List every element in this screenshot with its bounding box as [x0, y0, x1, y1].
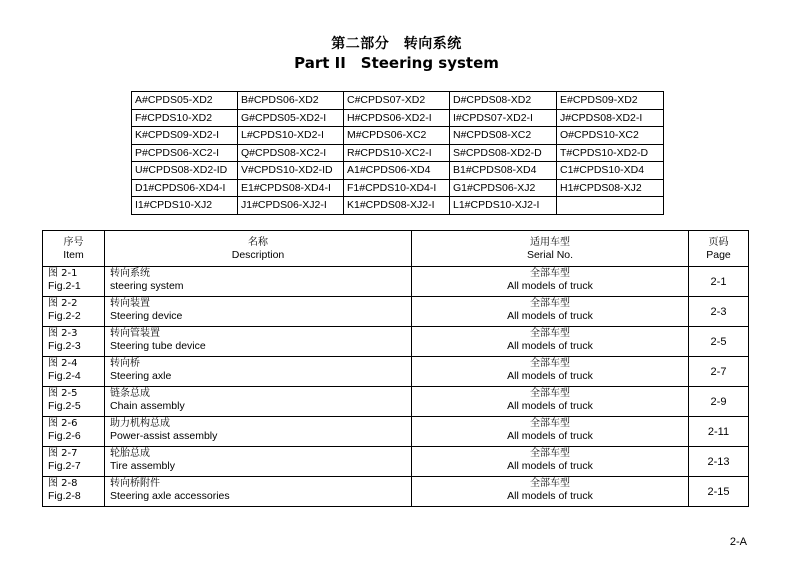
row-item: [43, 357, 105, 387]
model-row: [132, 179, 664, 197]
row-page[interactable]: 2-1: [689, 267, 749, 297]
row-description: [105, 357, 412, 387]
model-cell: L1#CPDS10-XJ2-I: [450, 197, 557, 215]
model-cell: C1#CPDS10-XD4: [557, 162, 664, 180]
header-description: [105, 231, 412, 267]
description-cn: 转向管装置: [110, 328, 160, 339]
description-en: steering system: [110, 280, 184, 292]
model-cell: L#CPDS10-XD2-I: [238, 127, 344, 145]
serial-cn: 全部车型: [530, 328, 570, 339]
model-row: [132, 144, 664, 162]
model-cell: G1#CPDS06-XJ2: [450, 179, 557, 197]
item-cn: 图 2-8: [48, 478, 78, 489]
row-item: [43, 477, 105, 507]
model-row: [132, 197, 664, 215]
index-row[interactable]: [43, 267, 749, 297]
model-cell: H1#CPDS08-XJ2: [557, 179, 664, 197]
row-description: [105, 417, 412, 447]
row-item: [43, 447, 105, 477]
row-page[interactable]: 2-5: [689, 327, 749, 357]
description-cn: 转向桥附件: [110, 478, 160, 489]
item-en: Fig.2-5: [48, 400, 81, 412]
model-cell: N#CPDS08-XC2: [450, 127, 557, 145]
index-row[interactable]: [43, 327, 749, 357]
serial-en: All models of truck: [507, 340, 593, 352]
model-cell: F1#CPDS10-XD4-I: [344, 179, 450, 197]
row-serial: [412, 387, 689, 417]
row-page[interactable]: 2-11: [689, 417, 749, 447]
model-cell: G#CPDS05-XD2-I: [238, 109, 344, 127]
row-description: [105, 387, 412, 417]
row-serial: [412, 477, 689, 507]
row-description: [105, 267, 412, 297]
description-en: Chain assembly: [110, 400, 185, 412]
serial-en: All models of truck: [507, 370, 593, 382]
row-item: [43, 267, 105, 297]
model-cell: H#CPDS06-XD2-I: [344, 109, 450, 127]
model-cell: A#CPDS05-XD2: [132, 92, 238, 110]
description-cn: 助力机构总成: [110, 418, 170, 429]
serial-en: All models of truck: [507, 460, 593, 472]
serial-en: All models of truck: [507, 310, 593, 322]
row-serial: [412, 417, 689, 447]
model-cell: F#CPDS10-XD2: [132, 109, 238, 127]
header-page-cn: 页码: [708, 236, 729, 248]
model-cell: C#CPDS07-XD2: [344, 92, 450, 110]
header-item: [43, 231, 105, 267]
model-cell: Q#CPDS08-XC2-I: [238, 144, 344, 162]
row-page[interactable]: 2-7: [689, 357, 749, 387]
item-en: Fig.2-6: [48, 430, 81, 442]
description-cn: 转向系统: [110, 268, 150, 279]
item-cn: 图 2-2: [48, 298, 78, 309]
item-cn: 图 2-1: [48, 268, 78, 279]
model-row: [132, 92, 664, 110]
model-cell: A1#CPDS06-XD4: [344, 162, 450, 180]
row-item: [43, 297, 105, 327]
item-en: Fig.2-1: [48, 280, 81, 292]
serial-en: All models of truck: [507, 400, 593, 412]
model-row: [132, 109, 664, 127]
header-page-en: Page: [706, 248, 731, 261]
model-cell: S#CPDS08-XD2-D: [450, 144, 557, 162]
model-cell: B#CPDS06-XD2: [238, 92, 344, 110]
item-cn: 图 2-3: [48, 328, 78, 339]
serial-cn: 全部车型: [530, 448, 570, 459]
header-description-en: Description: [231, 248, 285, 261]
page-title-chinese: 第二部分 转向系统: [331, 36, 462, 52]
serial-en: All models of truck: [507, 430, 593, 442]
item-cn: 图 2-4: [48, 358, 78, 369]
description-en: Steering axle: [110, 370, 172, 382]
model-cell: O#CPDS10-XC2: [557, 127, 664, 145]
description-en: Tire assembly: [110, 460, 175, 472]
serial-cn: 全部车型: [530, 388, 570, 399]
index-row[interactable]: [43, 447, 749, 477]
model-cell: V#CPDS10-XD2-ID: [238, 162, 344, 180]
item-en: Fig.2-2: [48, 310, 81, 322]
serial-cn: 全部车型: [530, 268, 570, 279]
model-cell: J1#CPDS06-XJ2-I: [238, 197, 344, 215]
model-cell: E#CPDS09-XD2: [557, 92, 664, 110]
model-cell: D#CPDS08-XD2: [450, 92, 557, 110]
index-row[interactable]: [43, 297, 749, 327]
serial-en: All models of truck: [507, 490, 593, 502]
row-description: [105, 327, 412, 357]
description-en: Steering axle accessories: [110, 490, 230, 502]
item-en: Fig.2-3: [48, 340, 81, 352]
item-cn: 图 2-6: [48, 418, 78, 429]
header-serial: [412, 231, 689, 267]
row-description: [105, 297, 412, 327]
row-description: [105, 477, 412, 507]
header-page: [689, 231, 749, 267]
model-cell: D1#CPDS06-XD4-I: [132, 179, 238, 197]
row-description: [105, 447, 412, 477]
model-cell: T#CPDS10-XD2-D: [557, 144, 664, 162]
index-row[interactable]: [43, 357, 749, 387]
page-number: 2-A: [729, 536, 747, 548]
model-cell: P#CPDS06-XC2-I: [132, 144, 238, 162]
row-serial: [412, 267, 689, 297]
serial-en: All models of truck: [507, 280, 593, 292]
serial-cn: 全部车型: [530, 358, 570, 369]
model-cell: I1#CPDS10-XJ2: [132, 197, 238, 215]
header-serial-cn: 适用车型: [530, 236, 570, 248]
model-list-table: [131, 91, 664, 215]
row-item: [43, 387, 105, 417]
header-serial-en: Serial No.: [526, 248, 574, 261]
model-cell: I#CPDS07-XD2-I: [450, 109, 557, 127]
row-page[interactable]: 2-13: [689, 447, 749, 477]
row-serial: [412, 357, 689, 387]
item-en: Fig.2-8: [48, 490, 81, 502]
model-cell: R#CPDS10-XC2-I: [344, 144, 450, 162]
row-page[interactable]: 2-15: [689, 477, 749, 507]
index-row[interactable]: [43, 417, 749, 447]
model-cell: J#CPDS08-XD2-I: [557, 109, 664, 127]
item-cn: 图 2-7: [48, 448, 78, 459]
description-cn: 轮胎总成: [110, 448, 150, 459]
model-cell: U#CPDS08-XD2-ID: [132, 162, 238, 180]
figure-index-table: [42, 230, 749, 507]
description-cn: 转向装置: [110, 298, 150, 309]
description-en: Power-assist assembly: [110, 430, 218, 442]
model-cell: B1#CPDS08-XD4: [450, 162, 557, 180]
row-serial: [412, 327, 689, 357]
row-page[interactable]: 2-3: [689, 297, 749, 327]
index-row[interactable]: [43, 477, 749, 507]
page-title-english: Part II Steering system: [294, 54, 499, 72]
model-cell: K1#CPDS08-XJ2-I: [344, 197, 450, 215]
header-description-cn: 名称: [248, 236, 268, 248]
row-page[interactable]: 2-9: [689, 387, 749, 417]
index-row[interactable]: [43, 387, 749, 417]
description-en: Steering tube device: [110, 340, 206, 352]
model-cell: M#CPDS06-XC2: [344, 127, 450, 145]
row-serial: [412, 447, 689, 477]
header-item-cn: 序号: [63, 236, 84, 248]
description-cn: 转向桥: [110, 358, 140, 369]
model-row: [132, 127, 664, 145]
model-cell-empty: [557, 197, 664, 215]
item-en: Fig.2-4: [48, 370, 81, 382]
description-en: Steering device: [110, 310, 183, 322]
row-serial: [412, 297, 689, 327]
row-item: [43, 327, 105, 357]
description-cn: 链条总成: [110, 388, 150, 399]
model-row: [132, 162, 664, 180]
header-item-en: Item: [63, 248, 84, 261]
row-item: [43, 417, 105, 447]
model-cell: E1#CPDS08-XD4-I: [238, 179, 344, 197]
item-en: Fig.2-7: [48, 460, 81, 472]
serial-cn: 全部车型: [530, 418, 570, 429]
serial-cn: 全部车型: [530, 298, 570, 309]
index-header-row: [43, 231, 749, 267]
item-cn: 图 2-5: [48, 388, 78, 399]
serial-cn: 全部车型: [530, 478, 570, 489]
model-cell: K#CPDS09-XD2-I: [132, 127, 238, 145]
